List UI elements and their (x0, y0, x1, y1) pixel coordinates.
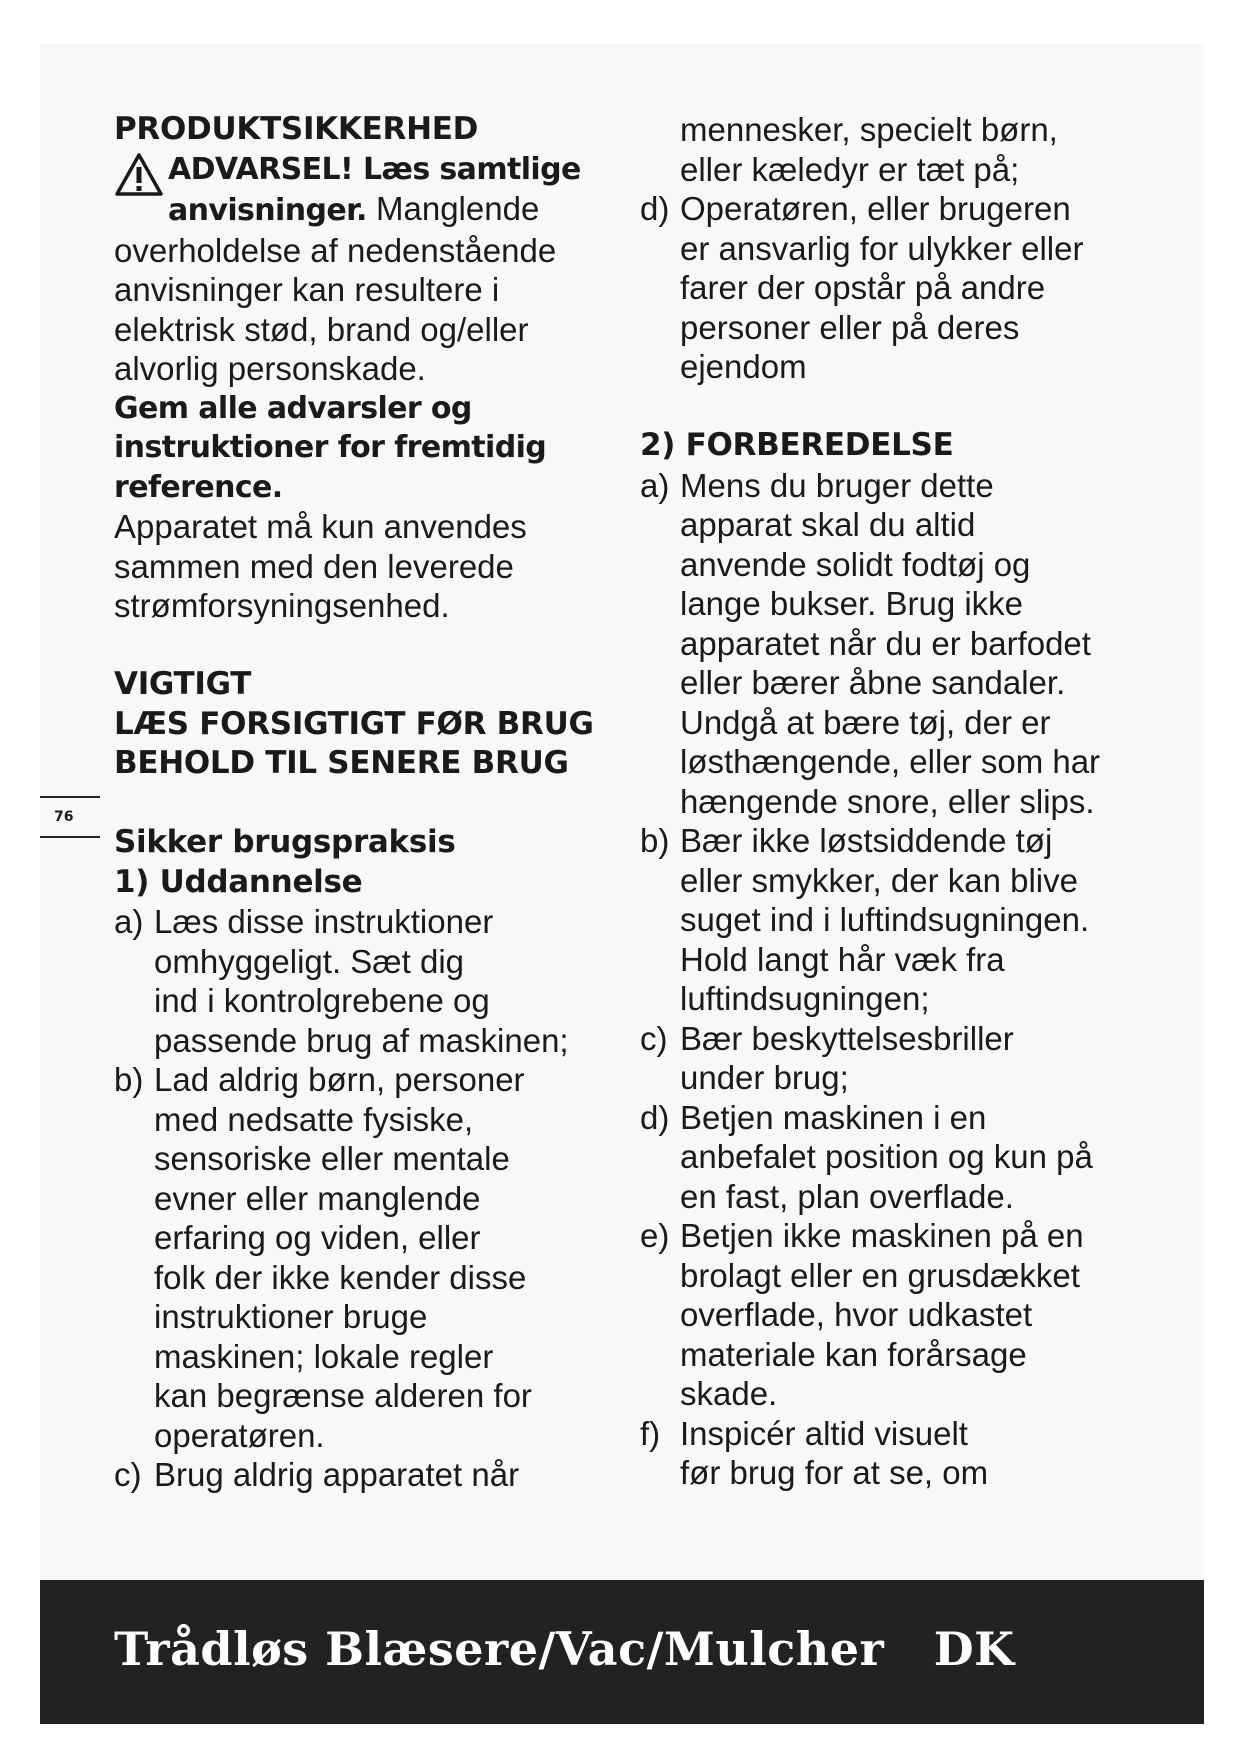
list-item (640, 189, 1160, 387)
subsection-title: 1) Uddannelse (114, 863, 363, 900)
text-line: under brug; (680, 1059, 849, 1096)
list-item-continued (640, 110, 1160, 189)
list-item (640, 1414, 1160, 1493)
list-item (640, 1019, 1160, 1098)
text-line: LÆS FORSIGTIGT FØR BRUG (114, 705, 594, 742)
item-label: c) (640, 1019, 668, 1057)
text-line: erfaring og viden, eller (154, 1219, 481, 1256)
text-line: suget ind i luftindsugningen. (680, 901, 1090, 938)
warning-block (114, 150, 614, 231)
text-line: omhyggeligt. Sæt dig (154, 942, 465, 980)
item-label: d) (640, 190, 670, 227)
text-line: ind i kontrolgrebene og (154, 982, 490, 1019)
text-line: luftindsugningen; (680, 980, 930, 1017)
save-instructions (114, 389, 614, 508)
important-notice (114, 665, 614, 784)
list-item (640, 821, 1160, 1019)
text-line: sammen med den leverede (114, 547, 514, 585)
text-line: eller smykker, der kan blive (680, 861, 1078, 899)
text-line: sensoriske eller mentale (154, 1140, 510, 1177)
section-title-forberedelse: 2) FORBEREDELSE (640, 427, 954, 463)
list-item (114, 1060, 614, 1455)
text-line: en fast, plan overflade. (680, 1177, 1014, 1215)
text-line: apparatet når du er barfodet (680, 624, 1091, 662)
text-line: instruktioner for fremtidig (114, 430, 547, 465)
text-line: løsthængende, eller som har (680, 743, 1101, 780)
footer-title (114, 1622, 1015, 1676)
text-line: før brug for at se, om (680, 1454, 989, 1491)
text-line: Gem alle advarsler og (114, 390, 472, 426)
text-line: ejendom (680, 348, 807, 385)
right-column (640, 110, 1160, 1493)
text-line: lange bukser. Brug ikke (680, 585, 1024, 622)
text-line: alvorlig personskade. (114, 350, 426, 387)
supply-note (114, 507, 614, 626)
text-line: anvisninger kan resultere i (114, 271, 500, 308)
list-item (640, 466, 1160, 822)
text-line: VIGTIGT (114, 666, 252, 702)
text-line: brolagt eller en grusdækket (680, 1256, 1080, 1294)
text-line: apparat skal du altid (680, 506, 976, 543)
text-line: Hold langt hår væk fra (680, 940, 1005, 978)
text-line: kan begrænse alderen for (154, 1377, 532, 1414)
text-line: mennesker, specielt børn, (680, 111, 1058, 148)
list-item (640, 1216, 1160, 1414)
item-label: b) (114, 1061, 144, 1098)
text-line: maskinen; lokale regler (154, 1337, 494, 1375)
text-line: overflade, hvor udkastet (680, 1296, 1033, 1333)
text-line: hængende snore, eller slips. (680, 782, 1095, 820)
item-label: a) (640, 466, 670, 504)
heading-produktsikkerhed: PRODUKTSIKKERHED (114, 111, 479, 147)
warning-title-2: anvisninger. (168, 193, 367, 228)
footer-bar (40, 1580, 1204, 1724)
text-line: personer eller på deres (680, 308, 1020, 346)
text-line: materiale kan forårsage (680, 1335, 1027, 1373)
text-line: Mens du bruger dette (680, 466, 994, 504)
text-line: anbefalet position og kun på (680, 1138, 1093, 1175)
item-label: c) (114, 1456, 142, 1493)
text-line: skade. (680, 1375, 778, 1412)
text-line: operatøren. (154, 1416, 325, 1454)
list-item (114, 1455, 614, 1495)
item-label: b) (640, 822, 670, 859)
text-line: Brug aldrig apparatet når (154, 1456, 520, 1493)
text-line: Undgå at bære tøj, der er (680, 703, 1051, 741)
text-line: reference. (114, 469, 283, 505)
text-line: passende brug af maskinen; (154, 1021, 569, 1059)
text-line: med nedsatte fysiske, (154, 1100, 474, 1138)
text-line: farer der opstår på andre (680, 269, 1046, 306)
text-line: folk der ikke kender disse (154, 1258, 527, 1296)
list-item (114, 902, 614, 1060)
item-label: a) (114, 903, 144, 940)
warning-title: ADVARSEL! Læs samtlige (168, 151, 581, 187)
text-line: BEHOLD TIL SENERE BRUG (114, 745, 569, 781)
text-line: Bær beskyttelsesbriller (680, 1019, 1014, 1057)
text-line: Betjen ikke maskinen på en (680, 1217, 1084, 1254)
item-label: f) (640, 1414, 661, 1452)
text-line: overholdelse af nedenstående (114, 231, 557, 269)
text-line: Inspicér altid visuelt (680, 1414, 968, 1452)
product-title: Trådløs Blæsere/Vac/Mulcher (114, 1622, 885, 1676)
text-line: eller bærer åbne sandaler. (680, 664, 1066, 701)
text-line: er ansvarlig for ulykker eller (680, 229, 1084, 267)
text-line: Lad aldrig børn, personer (154, 1061, 525, 1098)
text-line: elektrisk stød, brand og/eller (114, 310, 529, 348)
section-title: Sikker brugspraksis (114, 824, 456, 860)
item-label: d) (640, 1098, 670, 1136)
text-line: Betjen maskinen i en (680, 1098, 987, 1136)
text-line: Apparatet må kun anvendes (114, 508, 527, 545)
left-column (114, 110, 614, 1495)
text-line: Bær ikke løstsiddende tøj (680, 822, 1053, 859)
text-line: Læs disse instruktioner (154, 903, 494, 940)
language-code: DK (933, 1622, 1015, 1676)
text-line: evner eller manglende (154, 1179, 481, 1217)
item-label: e) (640, 1217, 670, 1254)
warning-triangle-icon (114, 152, 164, 198)
warning-text (114, 231, 614, 389)
text-line: strømforsyningsenhed. (114, 587, 450, 624)
text-line: anvende solidt fodtøj og (680, 545, 1031, 583)
text-line: eller kæledyr er tæt på; (680, 150, 1020, 188)
text-line: Operatøren, eller brugeren (680, 190, 1071, 227)
page-number: 76 (40, 796, 100, 838)
list-item (640, 1098, 1160, 1217)
text-line: instruktioner bruge (154, 1298, 428, 1335)
warning-text-start: Manglende (366, 190, 540, 227)
